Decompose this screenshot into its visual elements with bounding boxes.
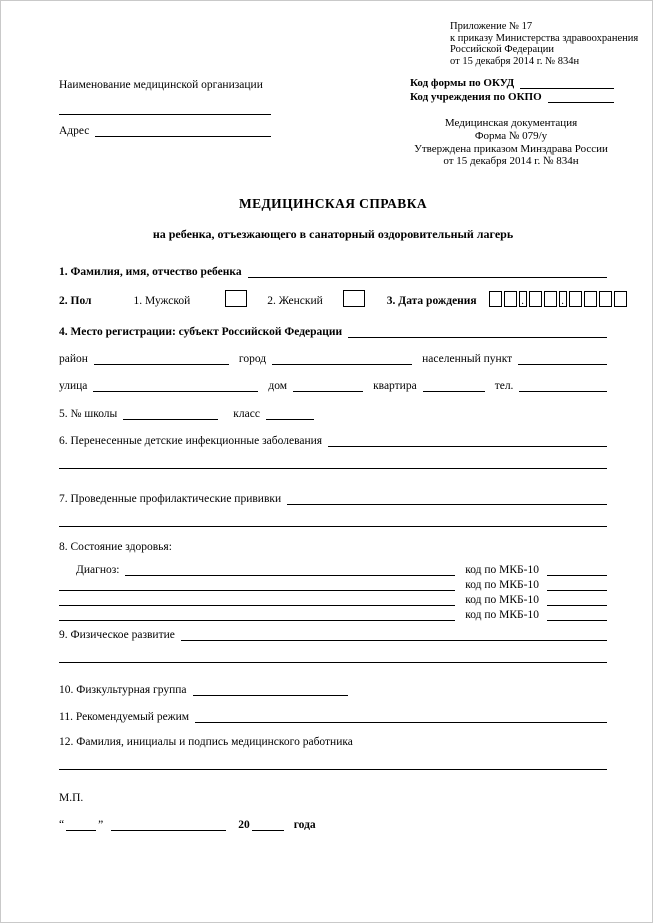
doc-info-line: Утверждена приказом Минздрава России bbox=[414, 142, 608, 155]
dob-year-cell[interactable] bbox=[584, 291, 597, 307]
street-label: улица bbox=[59, 380, 88, 392]
health-status-label: 8. Состояние здоровья: bbox=[59, 541, 172, 553]
doc-info-line: от 15 декабря 2014 г. № 834н bbox=[443, 155, 579, 168]
date-separator: . bbox=[519, 291, 527, 307]
okpo-label: Код учреждения по ОКПО bbox=[410, 91, 542, 103]
region-line[interactable] bbox=[348, 324, 607, 338]
dob-day-cell[interactable] bbox=[489, 291, 502, 307]
physical-development-line-2[interactable] bbox=[59, 662, 607, 663]
appendix-block bbox=[450, 21, 638, 67]
appendix-line: Российской Федерации bbox=[450, 44, 554, 55]
appendix-line: от 15 декабря 2014 г. № 834н bbox=[450, 55, 580, 67]
vaccinations-line[interactable] bbox=[287, 491, 607, 505]
medical-worker-label: 12. Фамилия, инициалы и подпись медицинского работника bbox=[59, 736, 353, 748]
icd-code-line[interactable] bbox=[547, 562, 607, 576]
dob-year-cell[interactable] bbox=[569, 291, 582, 307]
icd-code-label: код по МКБ-10 bbox=[465, 564, 539, 576]
registration-label: 4. Место регистрации: субъект Российской Федерации bbox=[59, 326, 343, 338]
icd-code-label: код по МКБ-10 bbox=[465, 609, 539, 621]
fitness-group-label: 10. Физкультурная группа bbox=[59, 684, 187, 696]
school-line[interactable] bbox=[123, 406, 218, 420]
dob-month-cell[interactable] bbox=[544, 291, 557, 307]
diagnosis-line[interactable] bbox=[125, 562, 455, 576]
issue-date-row bbox=[59, 817, 607, 831]
infections-line-2[interactable] bbox=[59, 468, 607, 469]
quote-open: “ bbox=[59, 819, 65, 831]
sex-label: 2. Пол bbox=[59, 295, 92, 307]
org-name-line[interactable] bbox=[59, 101, 271, 115]
icd-code-line[interactable] bbox=[547, 607, 607, 621]
class-label: класс bbox=[233, 408, 260, 420]
icd-code-line[interactable] bbox=[547, 592, 607, 606]
apartment-label: квартира bbox=[373, 380, 417, 392]
district-line[interactable] bbox=[94, 351, 229, 365]
fitness-group-line[interactable] bbox=[193, 682, 348, 696]
doc-info-line: Форма № 079/у bbox=[474, 129, 548, 142]
child-name-line[interactable] bbox=[248, 264, 607, 278]
okud-label: Код формы по ОКУД bbox=[410, 77, 515, 89]
regimen-line[interactable] bbox=[195, 709, 607, 723]
infections-label: 6. Перенесенные детские инфекционные заболевания bbox=[59, 435, 323, 447]
doc-info-block bbox=[391, 117, 631, 168]
address-line[interactable] bbox=[95, 123, 271, 137]
diagnosis-label: Диагноз: bbox=[76, 564, 120, 576]
phone-label: тел. bbox=[494, 380, 514, 392]
stamp-label: М.П. bbox=[59, 792, 84, 804]
physical-development-label: 9. Физическое развитие bbox=[59, 629, 175, 641]
okpo-line[interactable] bbox=[548, 89, 614, 103]
org-name-label: Наименование медицинской организации bbox=[59, 79, 263, 91]
settlement-label: населенный пункт bbox=[422, 353, 513, 365]
house-label: дом bbox=[268, 380, 288, 392]
vaccinations-line-2[interactable] bbox=[59, 526, 607, 527]
male-checkbox[interactable] bbox=[225, 290, 247, 307]
settlement-line[interactable] bbox=[518, 351, 607, 365]
diagnosis-line-3[interactable] bbox=[59, 592, 455, 606]
city-label: город bbox=[238, 353, 267, 365]
infections-line[interactable] bbox=[328, 433, 607, 447]
house-line[interactable] bbox=[293, 378, 363, 392]
dob-date-grid bbox=[489, 291, 627, 307]
city-line[interactable] bbox=[272, 351, 412, 365]
phone-line[interactable] bbox=[519, 378, 607, 392]
year-suffix: года bbox=[293, 819, 316, 831]
school-label: 5. № школы bbox=[59, 408, 118, 420]
diagnosis-line-2[interactable] bbox=[59, 577, 455, 591]
female-checkbox[interactable] bbox=[343, 290, 365, 307]
dob-year-cell[interactable] bbox=[599, 291, 612, 307]
dob-month-cell[interactable] bbox=[529, 291, 542, 307]
year-prefix: 20 bbox=[238, 819, 250, 831]
okud-line[interactable] bbox=[520, 75, 614, 89]
dob-year-cell[interactable] bbox=[614, 291, 627, 307]
icd-code-label: код по МКБ-10 bbox=[465, 594, 539, 606]
female-label: 2. Женский bbox=[267, 295, 323, 307]
issue-day-line[interactable] bbox=[66, 817, 96, 831]
dob-day-cell[interactable] bbox=[504, 291, 517, 307]
icd-code-line[interactable] bbox=[547, 577, 607, 591]
address-label: Адрес bbox=[59, 125, 90, 137]
regimen-label: 11. Рекомендуемый режим bbox=[59, 711, 190, 723]
street-line[interactable] bbox=[93, 378, 258, 392]
quote-close: ” bbox=[98, 819, 104, 831]
appendix-line: Приложение № 17 bbox=[450, 21, 533, 32]
appendix-line: к приказу Министерства здравоохранения bbox=[450, 32, 639, 44]
apartment-line[interactable] bbox=[423, 378, 485, 392]
form-title: МЕДИЦИНСКАЯ СПРАВКА bbox=[238, 196, 428, 211]
form-subtitle: на ребенка, отъезжающего в санаторный оздоровительный лагерь bbox=[152, 227, 514, 241]
physical-development-line[interactable] bbox=[181, 627, 607, 641]
doc-info-line: Медицинская документация bbox=[444, 117, 578, 129]
date-separator: . bbox=[559, 291, 567, 307]
issue-month-line[interactable] bbox=[111, 817, 226, 831]
form-header bbox=[1, 1, 652, 179]
diagnosis-line-4[interactable] bbox=[59, 607, 455, 621]
issue-year-line[interactable] bbox=[252, 817, 284, 831]
class-line[interactable] bbox=[266, 406, 314, 420]
icd-code-label: код по МКБ-10 bbox=[465, 579, 539, 591]
dob-label: 3. Дата рождения bbox=[386, 295, 477, 307]
vaccinations-label: 7. Проведенные профилактические прививки bbox=[59, 493, 282, 505]
medical-worker-line[interactable] bbox=[59, 769, 607, 770]
district-label: район bbox=[59, 353, 88, 365]
male-label: 1. Мужской bbox=[133, 295, 191, 307]
child-name-label: 1. Фамилия, имя, отчество ребенка bbox=[59, 266, 242, 278]
